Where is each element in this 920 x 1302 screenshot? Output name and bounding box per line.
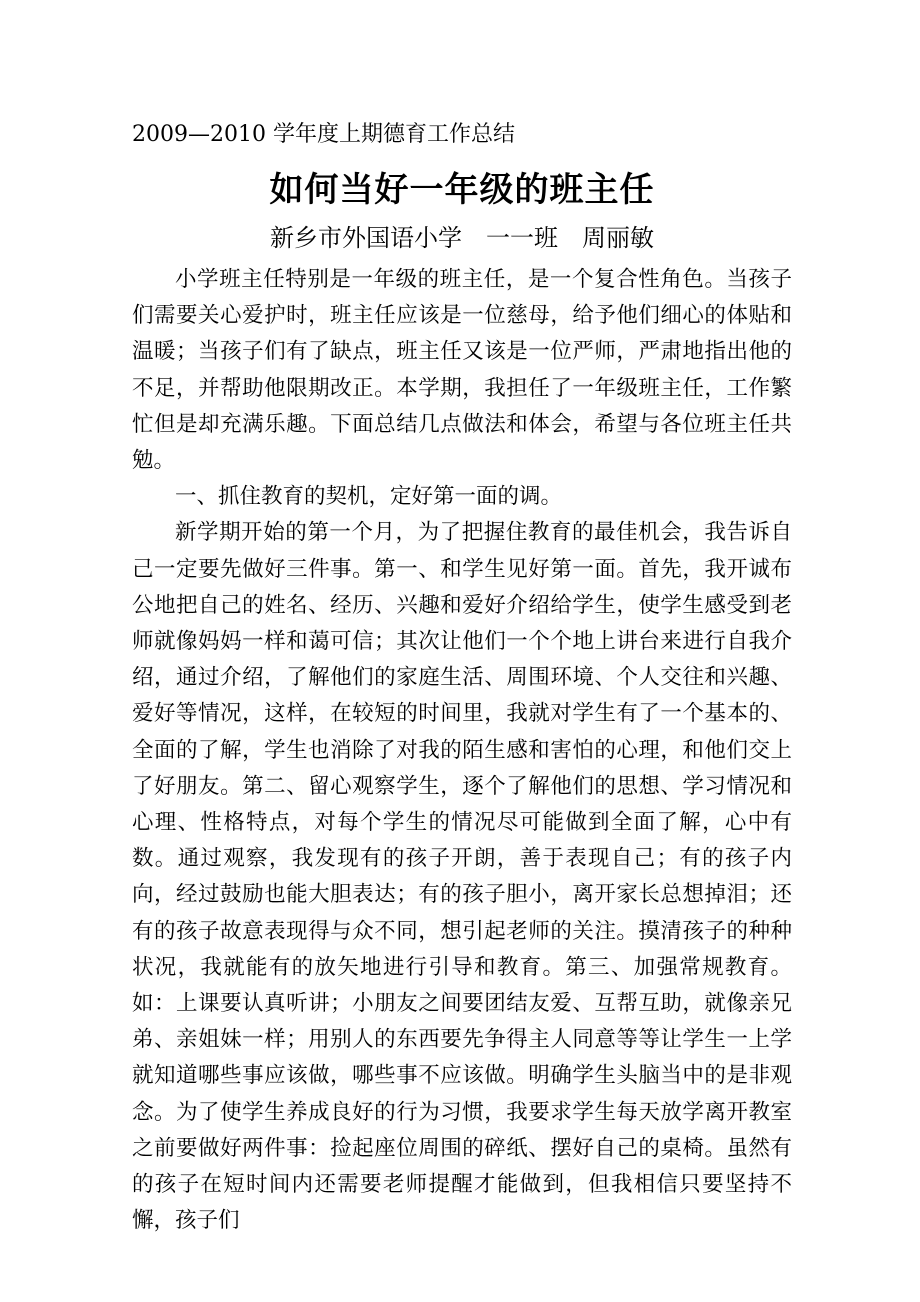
section-heading-1: 一、抓住教育的契机，定好第一面的调。 (175, 484, 563, 510)
intro-paragraph: 小学班主任特别是一年级的班主任，是一个复合性角色。当孩子们需要关心爱护时，班主任应该是一位慈母，给予他们细心的体贴和温暖；当孩子们有了缺点，班主任又该是一位严师，严肃地指出他的不足，并帮助他限期改正。本学期，我担任了一年级班主任，工作繁忙但是却充满乐趣。下面总结几点做法和体会，希望与各位班主任共勉。 (132, 267, 792, 474)
document-content (132, 118, 792, 1239)
report-header-line: 2009—2010 学年度上期德育工作总结 (132, 122, 515, 147)
section-1-paragraph: 新学期开始的第一个月，为了把握住教育的最佳机会，我告诉自己一定要先做好三件事。第一、和学生见好第一面。首先，我开诚布公地把自己的姓名、经历、兴趣和爱好介绍给学生，使学生感受到老师就像妈妈一样和蔼可信；其次让他们一个个地上讲台来进行自我介绍，通过介绍，了解他们的家庭生活、周围环境、个人交往和兴趣、爱好等情况，这样，在较短的时间里，我就对学生有了一个基本的、全面的了解，学生也消除了对我的陌生感和害怕的心理，和他们交上了好朋友。第二、留心观察学生，逐个了解他们的思想、学习情况和心理、性格特点，对每个学生的情况尽可能做到全面了解，心中有数。通过观察，我发现有的孩子开朗，善于表现自己；有的孩子内向，经过鼓励也能大胆表达；有的孩子胆小，离开家长总想掉泪；还有的孩子故意表现得与众不同，想引起老师的关注。摸清孩子的种种状况，我就能有的放矢地进行引导和教育。第三、加强常规教育。如：上课要认真听讲；小朋友之间要团结友爱、互帮互助，就像亲兄弟、亲姐妹一样；用别人的东西要先争得主人同意等等让学生一上学就知道哪些事应该做，哪些事不应该做。明确学生头脑当中的是非观念。为了使学生养成良好的行为习惯，我要求学生每天放学离开教室之前要做好两件事：捡起座位周围的碎纸、摆好自己的桌椅。虽然有的孩子在短时间内还需要老师提醒才能做到，但我相信只要坚持不懈，孩子们 (132, 520, 792, 1234)
document-body (132, 262, 792, 1239)
author-line: 新乡市外国语小学 一一班 周丽敏 (270, 224, 654, 252)
page-title: 如何当好一年级的班主任 (269, 170, 655, 210)
